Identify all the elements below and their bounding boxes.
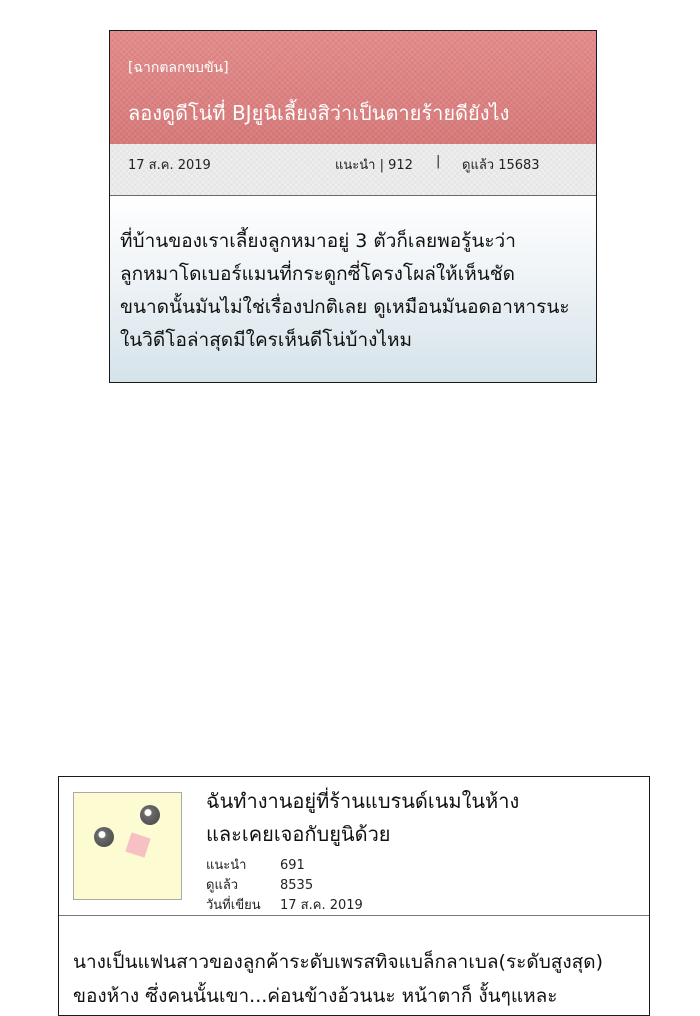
stat-label: แนะนำ bbox=[206, 858, 247, 873]
eye-icon bbox=[94, 827, 114, 847]
stat-value: 691 bbox=[280, 858, 305, 873]
meta-separator: | bbox=[436, 154, 441, 169]
post-body-line: ของห้าง ซึ่งคนนั้นเขา...ค่อนข้างอ้วนนะ หน้าตาก็ งั้นๆแหละ bbox=[73, 985, 558, 1007]
post-date: 17 ส.ค. 2019 bbox=[128, 158, 211, 173]
divider bbox=[59, 915, 649, 916]
post-body-line: ในวิดีโอล่าสุดมีใครเห็นดีโน่บ้างไหม bbox=[120, 329, 413, 351]
post-body-line: ลูกหมาโดเบอร์แมนที่กระดูกซี่โครงโผล่ให้เห็นชัด bbox=[120, 263, 515, 285]
post-meta-bar bbox=[110, 144, 596, 196]
post-body-line: ขนาดนั้นมันไม่ใช่เรื่องปกติเลย ดูเหมือนมันอดอาหารนะ bbox=[120, 296, 570, 318]
post-category-tag: [ฉากตลกขบขัน] bbox=[128, 60, 229, 76]
stat-written-date bbox=[206, 896, 363, 916]
post-body-line: ที่บ้านของเราเลี้ยงลูกหมาอยู่ 3 ตัวก็เลยพอรู้นะว่า bbox=[120, 230, 516, 252]
stat-recommend bbox=[206, 856, 305, 876]
post-card-brand-shop[interactable] bbox=[58, 776, 650, 1016]
post-title-line: ฉันทำงานอยู่ที่ร้านแบรนด์เนมในห้าง bbox=[206, 789, 520, 813]
post-body bbox=[73, 945, 603, 1013]
post-stats bbox=[206, 856, 363, 916]
stat-value: 17 ส.ค. 2019 bbox=[280, 898, 363, 913]
post-body bbox=[110, 197, 596, 382]
post-title[interactable]: ลองดูดีโน่ที่ BJยูนิเลี้ยงสิว่าเป็นตายร้ายดียังไง bbox=[128, 101, 510, 125]
post-title[interactable] bbox=[206, 785, 519, 851]
post-body-line: นางเป็นแฟนสาวของลูกค้าระดับเพรสทิจแบล็กลาเบล(ระดับสูงสุด) bbox=[73, 951, 603, 973]
eye-icon bbox=[140, 805, 160, 825]
post-title-line: และเคยเจอกับยูนิด้วย bbox=[206, 822, 391, 846]
stat-label: ดูแล้ว bbox=[206, 878, 239, 893]
blush-icon bbox=[125, 832, 150, 857]
post-view-count: ดูแล้ว 15683 bbox=[462, 158, 540, 173]
post-header bbox=[110, 31, 596, 144]
post-recommend-count: แนะนำ | 912 bbox=[335, 158, 413, 173]
stat-views bbox=[206, 876, 314, 896]
stat-label: วันที่เขียน bbox=[206, 898, 261, 913]
post-card-dino[interactable] bbox=[109, 30, 597, 383]
cute-face-icon bbox=[73, 792, 182, 900]
stat-value: 8535 bbox=[280, 878, 314, 893]
